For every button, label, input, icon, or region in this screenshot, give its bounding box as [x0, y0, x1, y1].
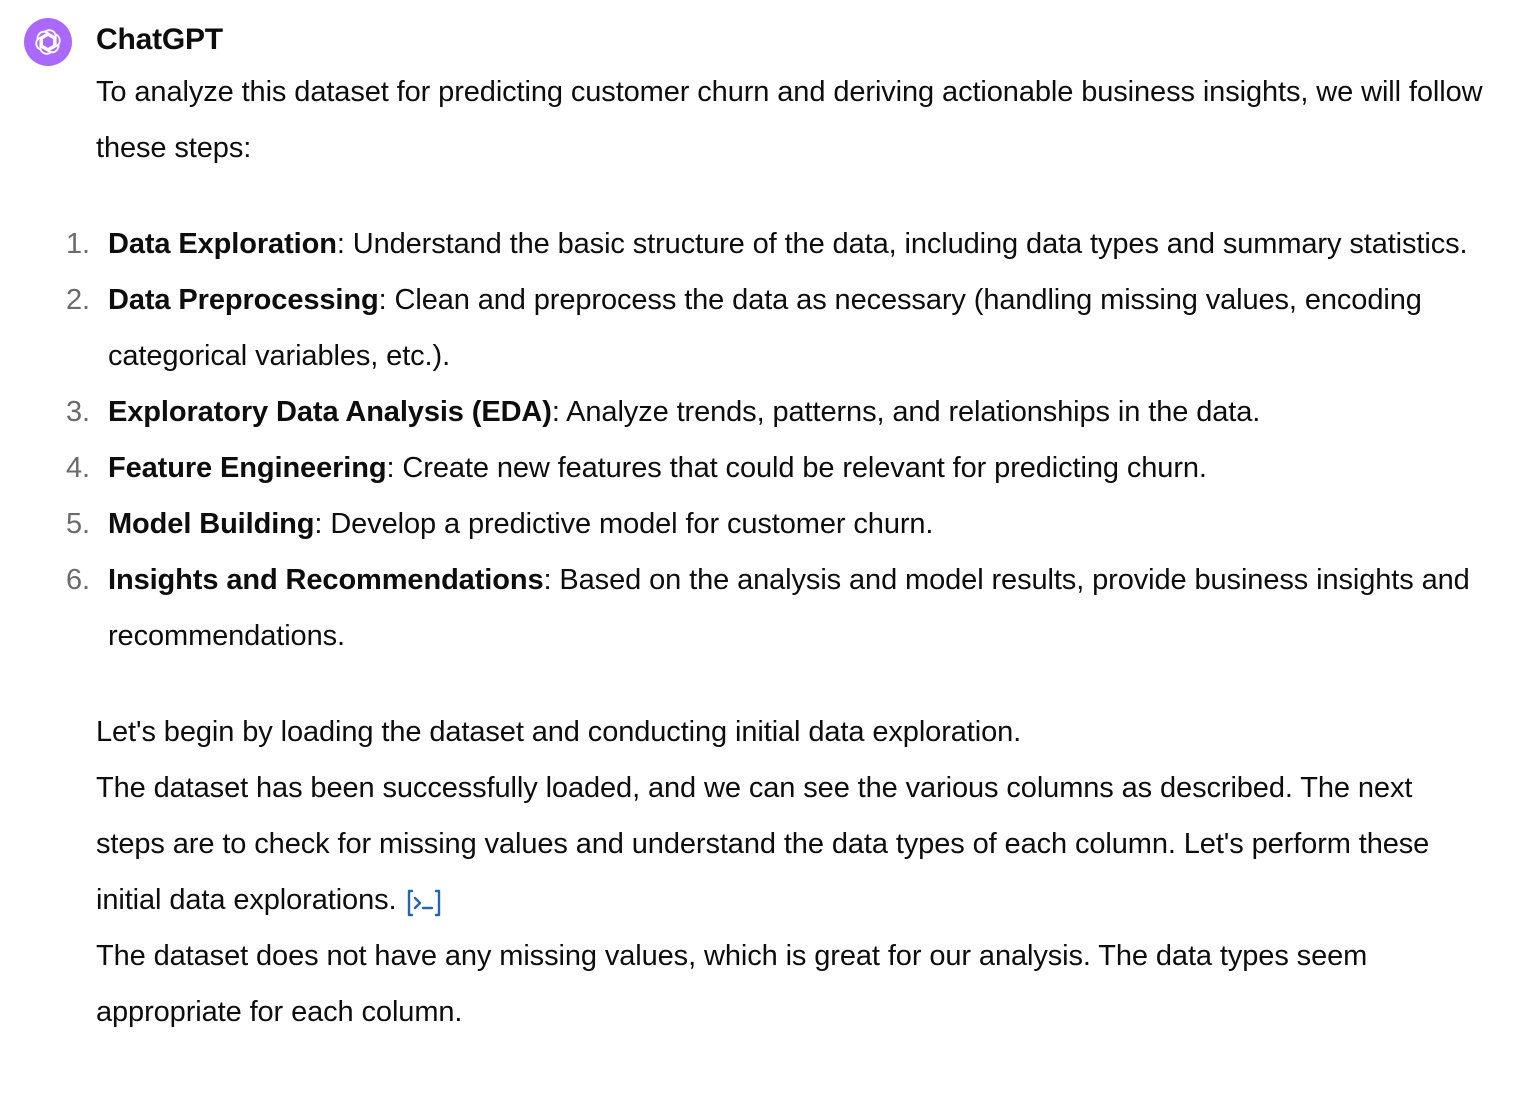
list-item [66, 216, 1486, 272]
list-item-text: : Create new features that could be relevant for predicting churn. [386, 452, 1207, 484]
steps-list [66, 216, 1486, 664]
list-item-number: 4. [66, 452, 90, 484]
list-item-title: Data Preprocessing [108, 284, 379, 316]
list-item-title: Feature Engineering [108, 452, 387, 484]
body-paragraph [96, 760, 1486, 928]
avatar [24, 18, 72, 66]
intro-paragraph: To analyze this dataset for predicting customer churn and deriving actionable business insights, we will follow these steps: [96, 76, 1483, 164]
list-item-title: Data Exploration [108, 228, 337, 260]
list-item-text: : Analyze trends, patterns, and relationships in the data. [551, 396, 1261, 428]
list-item-text: : Clean and preprocess the data as necessary (handling missing values, encoding categorical variables, etc.). [108, 284, 1422, 372]
list-item [66, 552, 1486, 664]
list-item-text: : Based on the analysis and model results, provide business insights and recommendations. [108, 564, 1470, 652]
list-item [66, 440, 1486, 496]
list-item-text: : Develop a predictive model for customer churn. [314, 508, 934, 540]
list-item-number: 3. [66, 396, 90, 428]
body-paragraph: Let's begin by loading the dataset and conducting initial data exploration. [96, 716, 1022, 748]
message-author: ChatGPT [96, 23, 223, 56]
list-item-text: : Understand the basic structure of the data, including data types and summary statistics. [336, 228, 1468, 260]
list-item [66, 496, 1486, 552]
openai-logo-icon [31, 25, 65, 59]
list-item-number: 6. [66, 564, 90, 596]
list-item-number: 5. [66, 508, 90, 540]
body-paragraph-text: The dataset has been successfully loaded, and we can see the various columns as described. The next steps are to check for missing values and understand the data types of each column. Let's perform these initial data explorations. [96, 772, 1430, 916]
list-item-title: Model Building [108, 508, 315, 540]
list-item-title: Insights and Recommendations [108, 564, 544, 596]
list-item [66, 384, 1486, 440]
list-item [66, 272, 1486, 384]
list-item-title: Exploratory Data Analysis (EDA) [108, 396, 552, 428]
list-item-number: 2. [66, 284, 90, 316]
body-paragraph: The dataset does not have any missing values, which is great for our analysis. The data types seem appropriate for each column. [96, 940, 1368, 1028]
message-content [66, 64, 1486, 1040]
list-item-number: 1. [66, 228, 90, 260]
code-interpreter-icon[interactable] [404, 882, 444, 914]
